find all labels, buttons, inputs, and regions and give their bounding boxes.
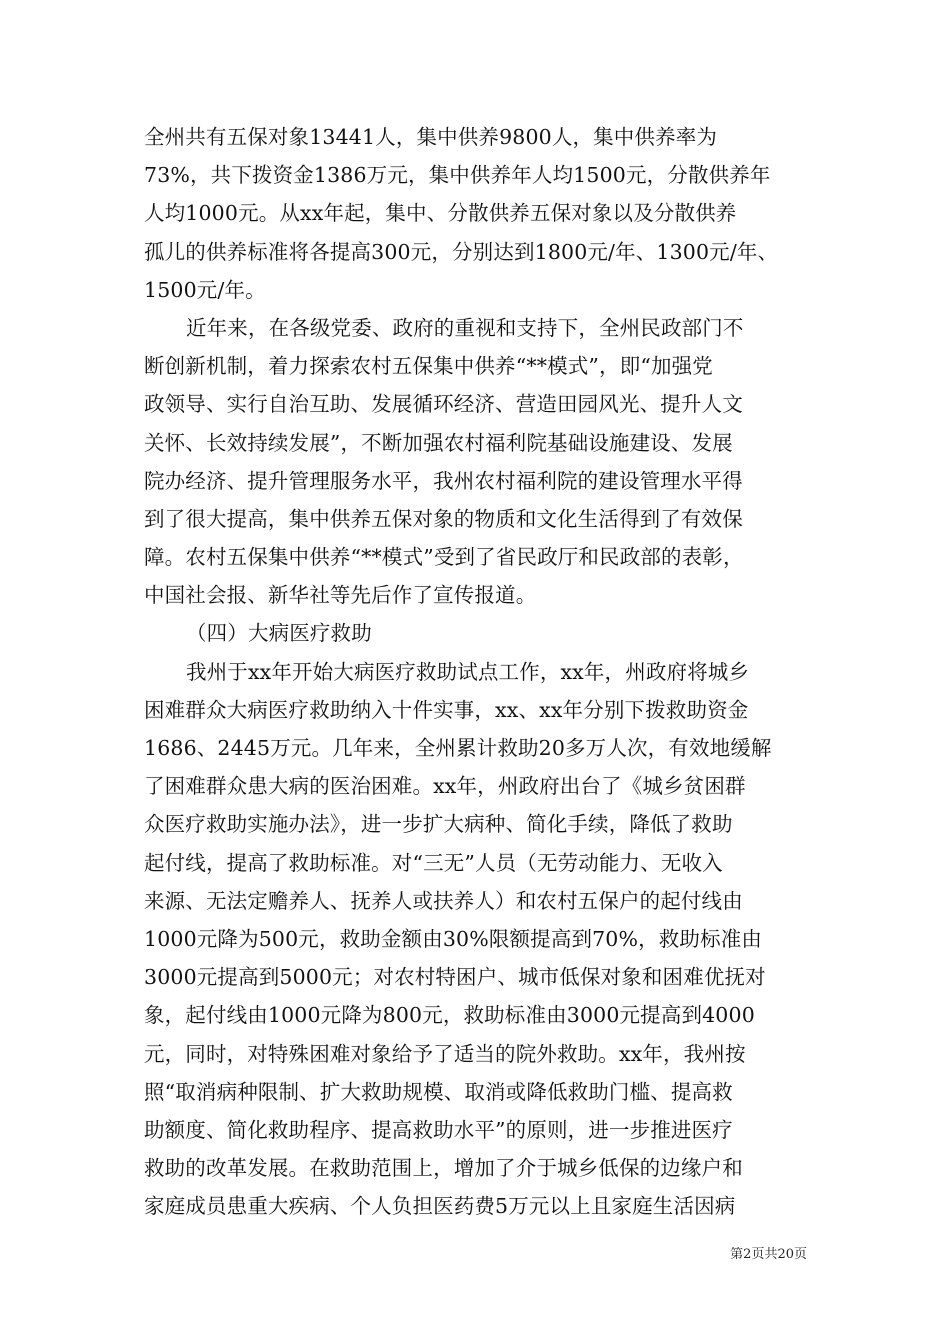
text-line: 众医疗救助实施办法》，进一步扩大病种、简化手续，降低了救助: [144, 812, 733, 837]
text-line: 了困难群众患大病的医治困难。xx年，州政府出台了《城乡贫困群: [144, 774, 746, 799]
text-line: 院办经济、提升管理服务水平，我州农村福利院的建设管理水平得: [144, 468, 743, 493]
text-line: 元，同时，对特殊困难对象给予了适当的院外救助。xx年，我州按: [144, 1041, 746, 1066]
text-line: 孤儿的供养标准将各提高300元，分别达到1800元/年、1300元/年、: [144, 239, 779, 264]
text-line: 障。农村五保集中供养“**模式”受到了省民政厅和民政部的表彰，: [144, 545, 744, 570]
text-line: 全州共有五保对象13441人，集中供养9800人，集中供养率为: [144, 125, 718, 149]
text-line: 救助的改革发展。在救助范围上，增加了介于城乡低保的边缘户和: [144, 1156, 743, 1181]
text-line: 起付线，提高了救助标准。对“三无”人员（无劳动能力、无收入: [144, 850, 723, 875]
text-line: 政领导、实行自治互助、发展循环经济、营造田园风光、提升人文: [144, 392, 743, 417]
text-line: 家庭成员患重大疾病、个人负担医药费5万元以上且家庭生活因病: [144, 1194, 736, 1219]
text-line: 3000元提高到5000元；对农村特困户、城市低保对象和困难优抚对: [144, 965, 766, 990]
document-body: [144, 118, 814, 1225]
text-line: 困难群众大病医疗救助纳入十件实事，xx、xx年分别下拨救助资金: [144, 697, 749, 722]
text-line: 照“取消病种限制、扩大救助规模、取消或降低救助门槛、提高救: [144, 1079, 733, 1104]
paragraph-first-line: 我州于xx年开始大病医疗救助试点工作，xx年，州政府将城乡: [186, 659, 750, 684]
text-line: 1686、2445万元。几年来，全州累计救助20多万人次，有效地缓解: [144, 736, 772, 760]
page-number: 第2页共20页: [730, 1247, 807, 1262]
text-line: 来源、无法定赡养人、抚养人或扶养人）和农村五保户的起付线由: [144, 888, 743, 913]
text-line: 关怀、长效持续发展”，不断加强农村福利院基础设施建设、发展: [144, 430, 733, 455]
text-line: 象，起付线由1000元降为800元，救助标准由3000元提高到4000: [144, 1003, 755, 1028]
text-line: 人均1000元。从xx年起，集中、分散供养五保对象以及分散供养: [144, 201, 737, 226]
text-line: 1000元降为500元，救助金额由30%限额提高到70%，救助标准由: [144, 926, 763, 951]
page-footer: [0, 1246, 950, 1264]
text-line: 到了很大提高，集中供养五保对象的物质和文化生活得到了有效保: [144, 506, 743, 531]
text-line: 1500元/年。: [144, 277, 266, 302]
text-line: 断创新机制，着力探索农村五保集中供养“**模式”，即“加强党: [144, 354, 713, 379]
text-line: 73%，共下拨资金1386万元，集中供养年人均1500元，分散供养年: [144, 163, 771, 188]
paragraph-first-line: 近年来，在各级党委、政府的重视和支持下，全州民政部门不: [186, 315, 744, 340]
text-line: 中国社会报、新华社等先后作了宣传报道。: [144, 583, 537, 608]
section-heading: （四）大病医疗救助: [186, 621, 372, 646]
text-line: 助额度、简化救助程序、提高救助水平”的原则，进一步推进医疗: [144, 1117, 733, 1142]
